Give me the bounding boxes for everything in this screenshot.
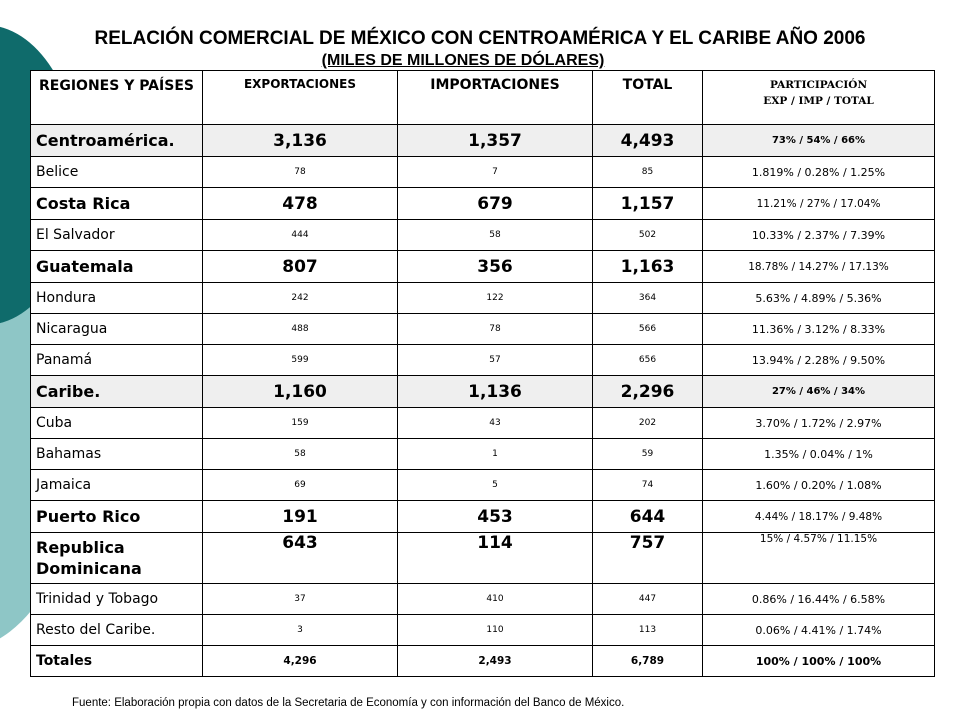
header-participacion	[703, 71, 935, 125]
row-total: 74	[593, 470, 703, 501]
table-row	[31, 220, 935, 251]
table-row	[31, 408, 935, 439]
row-total: 757	[593, 533, 703, 584]
row-total: 656	[593, 345, 703, 376]
row-importaciones: 1,136	[398, 376, 593, 408]
row-importaciones: 356	[398, 251, 593, 283]
header-importaciones: IMPORTACIONES	[398, 71, 593, 125]
row-exportaciones: 444	[203, 220, 398, 251]
row-exportaciones: 643	[203, 533, 398, 584]
row-total: 1,163	[593, 251, 703, 283]
row-exportaciones: 242	[203, 283, 398, 314]
row-name: Guatemala	[31, 251, 203, 283]
row-participacion: 3.70% / 1.72% / 2.97%	[703, 408, 935, 439]
header-total: TOTAL	[593, 71, 703, 125]
row-total: 364	[593, 283, 703, 314]
header-region: REGIONES Y PAÍSES	[31, 71, 203, 125]
row-participacion: 1.819% / 0.28% / 1.25%	[703, 157, 935, 188]
row-participacion: 0.86% / 16.44% / 6.58%	[703, 584, 935, 615]
row-participacion: 15% / 4.57% / 11.15%	[703, 533, 935, 584]
table-row-totales	[31, 646, 935, 677]
row-name: Panamá	[31, 345, 203, 376]
row-exportaciones: 191	[203, 501, 398, 533]
page-title: RELACIÓN COMERCIAL DE MÉXICO CON CENTROAMÉRICA Y EL CARIBE AÑO 2006	[94, 28, 866, 49]
source-note: Fuente: Elaboración propia con datos de la Secretaria de Economía y con información del Banco de México.	[72, 697, 625, 709]
header-exportaciones: EXPORTACIONES	[203, 71, 398, 125]
row-name: Hondura	[31, 283, 203, 314]
row-importaciones: 1	[398, 439, 593, 470]
table-row	[31, 470, 935, 501]
row-name: Caribe.	[31, 376, 203, 408]
row-name: Cuba	[31, 408, 203, 439]
row-participacion: 27% / 46% / 34%	[703, 376, 935, 408]
row-importaciones: 7	[398, 157, 593, 188]
row-exportaciones: 599	[203, 345, 398, 376]
row-participacion: 1.35% / 0.04% / 1%	[703, 439, 935, 470]
row-name: El Salvador	[31, 220, 203, 251]
row-participacion: 10.33% / 2.37% / 7.39%	[703, 220, 935, 251]
row-exportaciones: 478	[203, 188, 398, 220]
row-exportaciones: 78	[203, 157, 398, 188]
row-participacion: 5.63% / 4.89% / 5.36%	[703, 283, 935, 314]
row-importaciones: 110	[398, 615, 593, 646]
row-name: Resto del Caribe.	[31, 615, 203, 646]
table-row	[31, 376, 935, 408]
header-participacion-title: PARTICIPACIÓN	[769, 79, 868, 91]
row-exportaciones: 488	[203, 314, 398, 345]
row-importaciones: 58	[398, 220, 593, 251]
row-participacion: 13.94% / 2.28% / 9.50%	[703, 345, 935, 376]
row-name: Republica Dominicana	[31, 533, 203, 584]
table-row	[31, 314, 935, 345]
row-total: 502	[593, 220, 703, 251]
row-total: 566	[593, 314, 703, 345]
row-participacion: 100% / 100% / 100%	[703, 646, 935, 677]
page-subtitle: (MILES DE MILLONES DE DÓLARES)	[321, 52, 605, 69]
table-row	[31, 439, 935, 470]
header-participacion-sub: EXP / IMP / TOTAL	[763, 95, 874, 107]
row-exportaciones: 69	[203, 470, 398, 501]
row-importaciones: 57	[398, 345, 593, 376]
row-importaciones: 453	[398, 501, 593, 533]
trade-table	[30, 70, 935, 677]
row-name: Totales	[31, 646, 203, 677]
row-total: 202	[593, 408, 703, 439]
row-name: Jamaica	[31, 470, 203, 501]
row-exportaciones: 159	[203, 408, 398, 439]
row-importaciones: 114	[398, 533, 593, 584]
row-name: Nicaragua	[31, 314, 203, 345]
row-name: Trinidad y Tobago	[31, 584, 203, 615]
row-importaciones: 2,493	[398, 646, 593, 677]
row-total: 447	[593, 584, 703, 615]
row-name: Costa Rica	[31, 188, 203, 220]
table-row	[31, 584, 935, 615]
table-row	[31, 501, 935, 533]
row-importaciones: 5	[398, 470, 593, 501]
row-participacion: 18.78% / 14.27% / 17.13%	[703, 251, 935, 283]
row-participacion: 0.06% / 4.41% / 1.74%	[703, 615, 935, 646]
row-exportaciones: 58	[203, 439, 398, 470]
row-total: 6,789	[593, 646, 703, 677]
table-row	[31, 283, 935, 314]
row-name: Bahamas	[31, 439, 203, 470]
row-participacion: 4.44% / 18.17% / 9.48%	[703, 501, 935, 533]
row-name: Centroamérica.	[31, 125, 203, 157]
table-row	[31, 615, 935, 646]
row-exportaciones: 37	[203, 584, 398, 615]
row-participacion: 73% / 54% / 66%	[703, 125, 935, 157]
row-importaciones: 78	[398, 314, 593, 345]
row-name: Belice	[31, 157, 203, 188]
row-importaciones: 679	[398, 188, 593, 220]
row-importaciones: 410	[398, 584, 593, 615]
table-row	[31, 533, 935, 584]
row-exportaciones: 1,160	[203, 376, 398, 408]
row-exportaciones: 3	[203, 615, 398, 646]
row-participacion: 11.21% / 27% / 17.04%	[703, 188, 935, 220]
row-total: 2,296	[593, 376, 703, 408]
row-total: 113	[593, 615, 703, 646]
table-row	[31, 188, 935, 220]
table-row	[31, 251, 935, 283]
row-total: 4,493	[593, 125, 703, 157]
row-participacion: 11.36% / 3.12% / 8.33%	[703, 314, 935, 345]
row-importaciones: 122	[398, 283, 593, 314]
table-row	[31, 157, 935, 188]
row-name: Puerto Rico	[31, 501, 203, 533]
row-total: 59	[593, 439, 703, 470]
row-exportaciones: 3,136	[203, 125, 398, 157]
row-participacion: 1.60% / 0.20% / 1.08%	[703, 470, 935, 501]
row-importaciones: 1,357	[398, 125, 593, 157]
row-exportaciones: 807	[203, 251, 398, 283]
row-total: 1,157	[593, 188, 703, 220]
table-row	[31, 345, 935, 376]
table-row	[31, 125, 935, 157]
row-importaciones: 43	[398, 408, 593, 439]
row-exportaciones: 4,296	[203, 646, 398, 677]
row-total: 644	[593, 501, 703, 533]
row-total: 85	[593, 157, 703, 188]
